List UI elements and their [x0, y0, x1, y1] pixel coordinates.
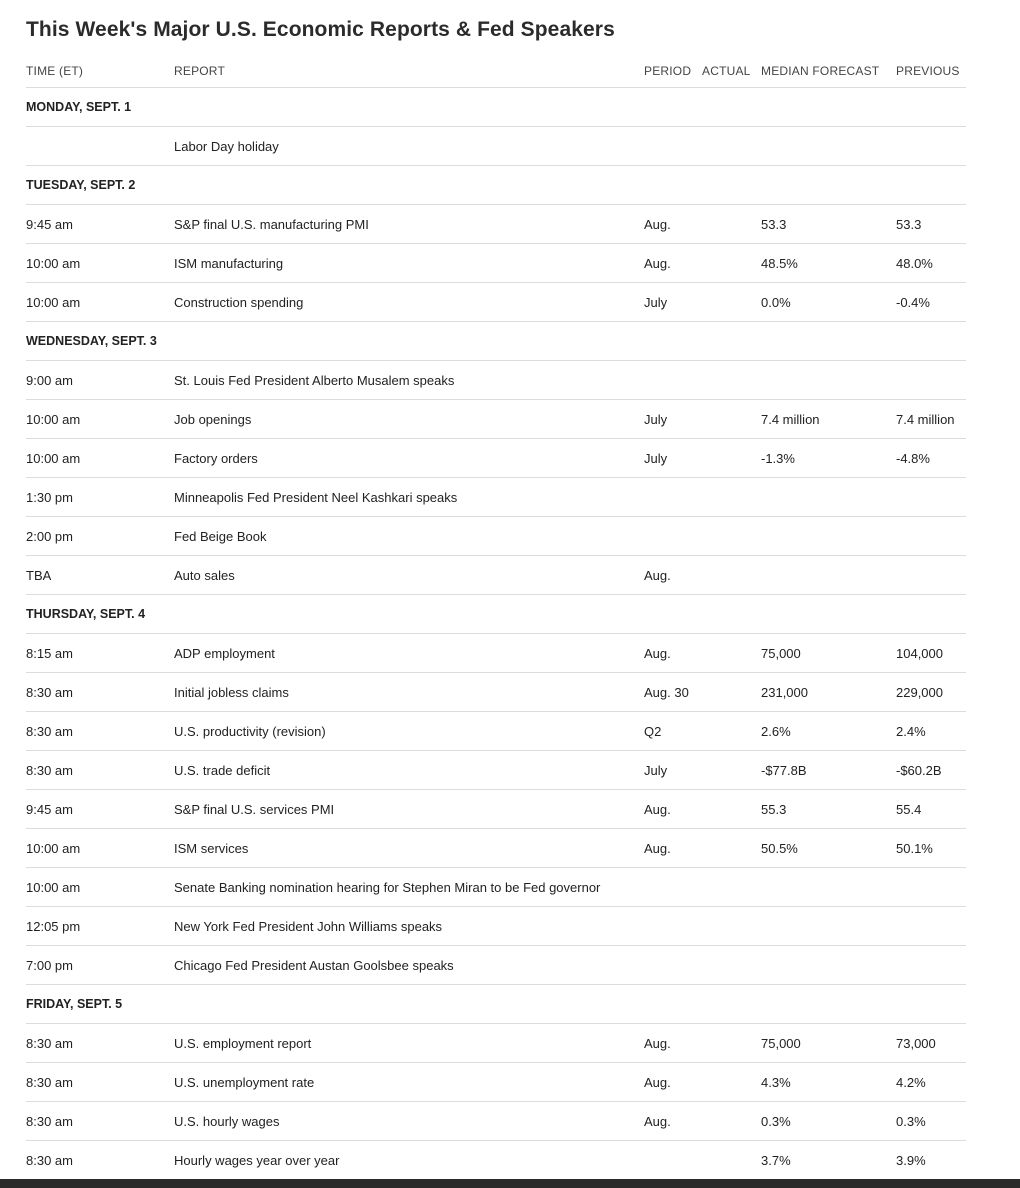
actual-cell — [702, 283, 761, 322]
table-row — [26, 907, 966, 946]
period-cell: Aug. — [644, 1063, 702, 1102]
period-cell: July — [644, 439, 702, 478]
median-forecast-cell: 55.3 — [761, 790, 896, 829]
median-forecast-cell: 0.0% — [761, 283, 896, 322]
table-row — [26, 946, 966, 985]
time-cell: 8:30 am — [26, 1141, 174, 1180]
day-label: FRIDAY, SEPT. 5 — [26, 985, 966, 1024]
report-cell: ISM manufacturing — [174, 244, 644, 283]
time-cell: 2:00 pm — [26, 517, 174, 556]
report-cell: Auto sales — [174, 556, 644, 595]
actual-cell — [702, 712, 761, 751]
period-cell: Aug. — [644, 1102, 702, 1141]
time-cell: 8:30 am — [26, 712, 174, 751]
page-title: This Week's Major U.S. Economic Reports & Fed Speakers — [26, 18, 615, 41]
actual-cell — [702, 829, 761, 868]
previous-cell — [896, 868, 966, 907]
actual-cell — [702, 556, 761, 595]
period-cell: Aug. — [644, 556, 702, 595]
previous-cell: 55.4 — [896, 790, 966, 829]
time-cell: 10:00 am — [26, 283, 174, 322]
previous-cell — [896, 478, 966, 517]
day-header-row — [26, 985, 966, 1024]
actual-cell — [702, 1063, 761, 1102]
time-cell: 8:15 am — [26, 634, 174, 673]
median-forecast-cell — [761, 868, 896, 907]
median-forecast-cell: 2.6% — [761, 712, 896, 751]
median-forecast-cell: 75,000 — [761, 1024, 896, 1063]
actual-cell — [702, 673, 761, 712]
report-cell: St. Louis Fed President Alberto Musalem speaks — [174, 361, 644, 400]
time-cell — [26, 127, 174, 166]
previous-cell — [896, 946, 966, 985]
table-row — [26, 1063, 966, 1102]
report-cell: New York Fed President John Williams speaks — [174, 907, 644, 946]
report-cell: U.S. trade deficit — [174, 751, 644, 790]
header-row — [26, 55, 966, 88]
period-cell: July — [644, 400, 702, 439]
median-forecast-cell — [761, 556, 896, 595]
time-cell: 8:30 am — [26, 1063, 174, 1102]
previous-cell: 53.3 — [896, 205, 966, 244]
period-cell: Aug. — [644, 634, 702, 673]
day-label: MONDAY, SEPT. 1 — [26, 88, 966, 127]
median-forecast-cell — [761, 361, 896, 400]
median-forecast-cell — [761, 478, 896, 517]
previous-cell: 104,000 — [896, 634, 966, 673]
period-cell — [644, 868, 702, 907]
column-header-median-forecast: MEDIAN FORECAST — [761, 55, 896, 88]
table-row — [26, 439, 966, 478]
median-forecast-cell: 231,000 — [761, 673, 896, 712]
actual-cell — [702, 361, 761, 400]
table-body — [26, 88, 966, 1180]
period-cell — [644, 946, 702, 985]
median-forecast-cell: 48.5% — [761, 244, 896, 283]
time-cell: 9:45 am — [26, 205, 174, 244]
time-cell: 10:00 am — [26, 439, 174, 478]
actual-cell — [702, 244, 761, 283]
actual-cell — [702, 1102, 761, 1141]
report-cell: Senate Banking nomination hearing for Stephen Miran to be Fed governor — [174, 868, 644, 907]
report-cell: Chicago Fed President Austan Goolsbee speaks — [174, 946, 644, 985]
time-cell: 8:30 am — [26, 673, 174, 712]
previous-cell: 48.0% — [896, 244, 966, 283]
day-header-row — [26, 595, 966, 634]
period-cell: July — [644, 751, 702, 790]
median-forecast-cell — [761, 127, 896, 166]
actual-cell — [702, 517, 761, 556]
time-cell: 1:30 pm — [26, 478, 174, 517]
previous-cell: 2.4% — [896, 712, 966, 751]
actual-cell — [702, 1024, 761, 1063]
period-cell: Aug. — [644, 829, 702, 868]
period-cell: Aug. 30 — [644, 673, 702, 712]
median-forecast-cell: 75,000 — [761, 634, 896, 673]
previous-cell: 229,000 — [896, 673, 966, 712]
period-cell: Aug. — [644, 1024, 702, 1063]
period-cell — [644, 907, 702, 946]
time-cell: 10:00 am — [26, 868, 174, 907]
actual-cell — [702, 439, 761, 478]
previous-cell — [896, 361, 966, 400]
report-cell: U.S. unemployment rate — [174, 1063, 644, 1102]
previous-cell: 4.2% — [896, 1063, 966, 1102]
table-row — [26, 361, 966, 400]
time-cell: 10:00 am — [26, 244, 174, 283]
economic-calendar-table — [26, 55, 966, 1180]
day-label: THURSDAY, SEPT. 4 — [26, 595, 966, 634]
period-cell: July — [644, 283, 702, 322]
table-row — [26, 127, 966, 166]
previous-cell: 3.9% — [896, 1141, 966, 1180]
table-row — [26, 829, 966, 868]
actual-cell — [702, 127, 761, 166]
period-cell — [644, 1141, 702, 1180]
median-forecast-cell: 3.7% — [761, 1141, 896, 1180]
column-header-previous: PREVIOUS — [896, 55, 966, 88]
report-cell: Hourly wages year over year — [174, 1141, 644, 1180]
table-row — [26, 868, 966, 907]
period-cell: Aug. — [644, 205, 702, 244]
time-cell: 7:00 pm — [26, 946, 174, 985]
report-cell: U.S. productivity (revision) — [174, 712, 644, 751]
period-cell — [644, 517, 702, 556]
report-cell: U.S. employment report — [174, 1024, 644, 1063]
previous-cell: 7.4 million — [896, 400, 966, 439]
actual-cell — [702, 868, 761, 907]
time-cell: 9:00 am — [26, 361, 174, 400]
table-row — [26, 400, 966, 439]
period-cell: Aug. — [644, 244, 702, 283]
actual-cell — [702, 790, 761, 829]
table-row — [26, 634, 966, 673]
report-cell: U.S. hourly wages — [174, 1102, 644, 1141]
median-forecast-cell: 7.4 million — [761, 400, 896, 439]
actual-cell — [702, 751, 761, 790]
column-header-report: REPORT — [174, 55, 644, 88]
median-forecast-cell: 50.5% — [761, 829, 896, 868]
time-cell: 8:30 am — [26, 751, 174, 790]
report-cell: Initial jobless claims — [174, 673, 644, 712]
median-forecast-cell — [761, 907, 896, 946]
actual-cell — [702, 205, 761, 244]
table-row — [26, 1024, 966, 1063]
table-row — [26, 1102, 966, 1141]
table-row — [26, 205, 966, 244]
day-header-row — [26, 322, 966, 361]
table-row — [26, 1141, 966, 1180]
report-cell: Job openings — [174, 400, 644, 439]
bottom-bar — [0, 1179, 1020, 1188]
column-header-time: TIME (ET) — [26, 55, 174, 88]
table-row — [26, 556, 966, 595]
table-row — [26, 673, 966, 712]
previous-cell — [896, 556, 966, 595]
table-row — [26, 517, 966, 556]
time-cell: 8:30 am — [26, 1102, 174, 1141]
report-cell: Labor Day holiday — [174, 127, 644, 166]
period-cell: Aug. — [644, 790, 702, 829]
report-cell: ADP employment — [174, 634, 644, 673]
time-cell: 9:45 am — [26, 790, 174, 829]
report-cell: Factory orders — [174, 439, 644, 478]
previous-cell — [896, 517, 966, 556]
table-row — [26, 751, 966, 790]
previous-cell: 0.3% — [896, 1102, 966, 1141]
report-cell: Minneapolis Fed President Neel Kashkari speaks — [174, 478, 644, 517]
median-forecast-cell: 0.3% — [761, 1102, 896, 1141]
previous-cell — [896, 907, 966, 946]
table-row — [26, 283, 966, 322]
median-forecast-cell: 53.3 — [761, 205, 896, 244]
actual-cell — [702, 946, 761, 985]
actual-cell — [702, 634, 761, 673]
previous-cell: -4.8% — [896, 439, 966, 478]
report-cell: ISM services — [174, 829, 644, 868]
median-forecast-cell: -1.3% — [761, 439, 896, 478]
period-cell — [644, 127, 702, 166]
time-cell: TBA — [26, 556, 174, 595]
table-row — [26, 712, 966, 751]
actual-cell — [702, 400, 761, 439]
time-cell: 10:00 am — [26, 829, 174, 868]
column-header-actual: ACTUAL — [702, 55, 761, 88]
report-cell: Construction spending — [174, 283, 644, 322]
period-cell — [644, 361, 702, 400]
median-forecast-cell: 4.3% — [761, 1063, 896, 1102]
actual-cell — [702, 478, 761, 517]
report-cell: S&P final U.S. manufacturing PMI — [174, 205, 644, 244]
previous-cell: 73,000 — [896, 1024, 966, 1063]
median-forecast-cell — [761, 517, 896, 556]
period-cell: Q2 — [644, 712, 702, 751]
previous-cell: -$60.2B — [896, 751, 966, 790]
column-header-period: PERIOD — [644, 55, 702, 88]
day-header-row — [26, 166, 966, 205]
actual-cell — [702, 1141, 761, 1180]
median-forecast-cell — [761, 946, 896, 985]
table-header — [26, 55, 966, 88]
time-cell: 12:05 pm — [26, 907, 174, 946]
previous-cell: 50.1% — [896, 829, 966, 868]
day-header-row — [26, 88, 966, 127]
previous-cell: -0.4% — [896, 283, 966, 322]
time-cell: 8:30 am — [26, 1024, 174, 1063]
time-cell: 10:00 am — [26, 400, 174, 439]
report-cell: S&P final U.S. services PMI — [174, 790, 644, 829]
actual-cell — [702, 907, 761, 946]
table-row — [26, 790, 966, 829]
previous-cell — [896, 127, 966, 166]
table-row — [26, 244, 966, 283]
report-cell: Fed Beige Book — [174, 517, 644, 556]
median-forecast-cell: -$77.8B — [761, 751, 896, 790]
period-cell — [644, 478, 702, 517]
day-label: TUESDAY, SEPT. 2 — [26, 166, 966, 205]
table-row — [26, 478, 966, 517]
day-label: WEDNESDAY, SEPT. 3 — [26, 322, 966, 361]
